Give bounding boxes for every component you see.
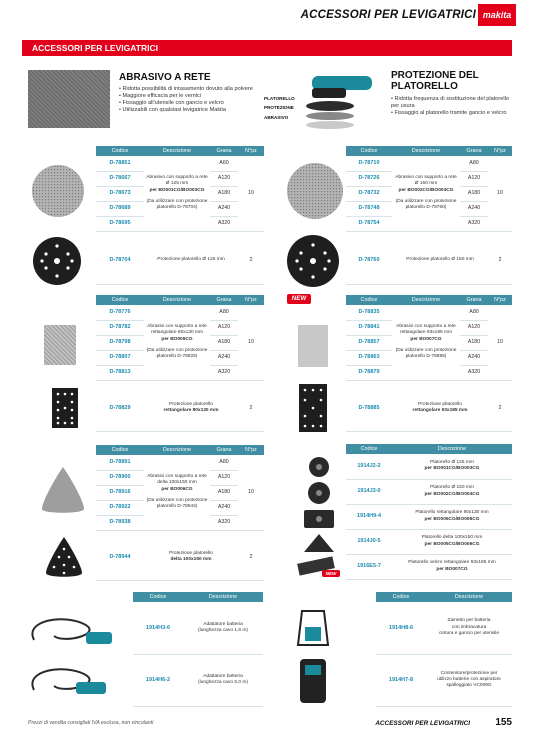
desc-line: (Da utilizzare con protezione platorello D-78829) (146, 347, 208, 360)
table-npz: 10 (488, 156, 512, 231)
table-desc (144, 385, 238, 431)
desc-line: (lunghezza cavo 1,6 m) (198, 627, 248, 633)
table-npz: 10 (238, 305, 264, 380)
abrasivo-title: ABRASIVO A RETE (119, 72, 211, 83)
table-grana: A240 (210, 500, 238, 515)
table-desc (144, 455, 210, 530)
desc-line: (lunghezza cavo 5,0 m) (198, 680, 248, 685)
table-code: 1914J2-2 (346, 454, 392, 479)
table-backpacks (376, 592, 512, 707)
table-grana: A320 (460, 216, 488, 231)
col-descrizione: Descrizione (392, 146, 460, 156)
col-grana: Grana (210, 445, 238, 455)
table-desc (392, 385, 488, 431)
makita-logo: makita (478, 4, 516, 26)
col-npz: N°pz (238, 445, 264, 455)
new-badge: NEW (287, 294, 311, 304)
table-grana: A320 (210, 365, 238, 380)
table-code: D-78695 (96, 216, 144, 231)
bullet: • Ridotta possibilità di intasamento dovuto alla polvere (119, 86, 269, 93)
label-platorello: PLATORELLO (264, 96, 295, 101)
desc-line: per BO001CG/BO003CG (149, 187, 205, 193)
table-rect-93x185 (346, 295, 512, 381)
desc-line: Protezione platorello (169, 550, 213, 556)
desc-line: (Da utilizzare con protezione platorello D-78704) (146, 198, 208, 211)
table-desc: Protezione platorello Ø 150 mm (392, 236, 488, 284)
table-grana: A240 (210, 201, 238, 216)
table-rect-80x130 (96, 295, 264, 381)
table-desc (183, 654, 263, 706)
desc-line: per BO006CG (161, 486, 193, 492)
desc-line: Protezione platorello (169, 401, 213, 407)
table-delta-protector (96, 534, 264, 581)
table-code: D-78900 (96, 470, 144, 485)
protezione-bullets (391, 96, 511, 117)
desc-line: per BO005CG (161, 336, 193, 342)
table-desc (144, 305, 210, 380)
table-code: 1914H8-6 (376, 602, 426, 654)
desc-line: Platorello delta 100x150 mm (421, 535, 483, 541)
protezione-title (391, 70, 479, 92)
table-grana: A240 (210, 350, 238, 365)
table-code: D-78829 (96, 385, 144, 431)
table-grana: A120 (210, 171, 238, 186)
table-code: 1914J3-0 (346, 479, 392, 504)
table-code: D-78667 (96, 171, 144, 186)
table-adapters (133, 592, 263, 707)
disc-150-image (285, 161, 345, 221)
desc-line: Abrasivo con supporto a rete Ø 125 mm (146, 175, 208, 187)
col-codice: Codice (346, 146, 392, 156)
table-grana: A120 (210, 470, 238, 485)
table-npz: 10 (488, 305, 512, 380)
rect-protector-80x130-image (52, 388, 78, 428)
table-grana: A240 (460, 201, 488, 216)
table-code: D-78944 (96, 534, 144, 580)
table-code: D-78748 (346, 201, 392, 216)
table-code: D-78879 (346, 365, 392, 380)
table-code: D-78938 (96, 515, 144, 530)
table-code: D-78813 (96, 365, 144, 380)
table-code: D-78798 (96, 335, 144, 350)
col-grana: Grana (210, 146, 238, 156)
table-code: D-78689 (96, 201, 144, 216)
table-grana: A180 (460, 335, 488, 350)
protezione-title-line1: PROTEZIONE DEL (391, 70, 479, 81)
disc-125-image (30, 163, 86, 219)
desc-line: per BO001CG/BO003CG (424, 466, 480, 472)
table-grana: A180 (210, 485, 238, 500)
table-disc-125 (96, 146, 264, 232)
table-desc (392, 529, 512, 554)
table-desc (392, 156, 460, 231)
table-code: 1914H3-6 (133, 602, 183, 654)
pads-images (296, 456, 342, 582)
table-code: 1914J0-5 (346, 529, 392, 554)
backpack-images (288, 605, 338, 705)
table-protector-150 (346, 236, 512, 285)
col-descrizione: Descrizione (144, 445, 210, 455)
col-codice: Codice (96, 146, 144, 156)
col-descrizione: Descrizione (392, 295, 460, 305)
table-grana: A120 (460, 320, 488, 335)
desc-line: (Da utilizzare con protezione platorello D-78885) (395, 347, 457, 360)
delta-protector-image (44, 535, 84, 579)
col-codice: Codice (96, 445, 144, 455)
desc-line: Abrasivi con supporto a rete rettangolare 93x185 mm (396, 324, 456, 336)
desc-line: Adattatore batteria (203, 673, 243, 679)
col-grana: Grana (210, 295, 238, 305)
table-code: D-78704 (96, 236, 144, 284)
desc-line: Protezione platorello (418, 401, 462, 407)
table-npz: 10 (238, 455, 264, 530)
table-grana: A320 (210, 216, 238, 231)
table-code: D-78891 (96, 455, 144, 470)
col-codice: Codice (346, 444, 392, 454)
col-codice: Codice (346, 295, 392, 305)
table-code: 1914H9-4 (346, 504, 392, 529)
desc-line: per BO007CG (410, 336, 442, 342)
table-desc (392, 454, 512, 479)
table-npz: 2 (238, 385, 264, 431)
col-codice: Codice (96, 295, 144, 305)
col-descrizione: Descrizione (392, 444, 512, 454)
footer-note: Prezzi di vendita consigliati IVA esclusa, non vincolanti (28, 720, 154, 726)
table-desc (392, 504, 512, 529)
table-desc (392, 479, 512, 504)
table-code: 1916E5-7 (346, 554, 392, 579)
table-code: D-78782 (96, 320, 144, 335)
table-code: D-78726 (346, 171, 392, 186)
header-title: ACCESSORI PER LEVIGATRICI (300, 9, 476, 21)
desc-line: Abrasivi con supporto a rete rettangolare 80x130 mm (147, 324, 207, 336)
desc-line: rettangolare 93x185 mm (412, 407, 468, 413)
table-code: 1914H6-2 (133, 654, 183, 706)
desc-line: per BO007CG (436, 566, 468, 572)
col-npz: N°pz (238, 295, 264, 305)
desc-line: per BO002CG/BO004CG (398, 187, 454, 193)
rect-protector-93x185-image (299, 384, 327, 432)
table-npz: 10 (238, 156, 264, 231)
table-grana: A80 (210, 305, 238, 320)
table-grana: A320 (210, 515, 238, 530)
desc-line: Platorello Ø 150 mm (430, 485, 474, 491)
table-desc: Protezione platorello Ø 125 mm (144, 236, 238, 284)
col-grana: Grana (460, 295, 488, 305)
table-delta-100x150 (96, 445, 264, 531)
table-desc (392, 305, 460, 380)
table-protector-125 (96, 236, 264, 285)
table-desc (392, 554, 512, 579)
table-code: D-78857 (346, 335, 392, 350)
section-title: ACCESSORI PER LEVIGATRICI (32, 43, 158, 53)
table-code: D-78673 (96, 186, 144, 201)
mesh-sample-image (28, 70, 110, 128)
table-code: D-78760 (346, 236, 392, 284)
battery-adapter-images (24, 610, 124, 702)
pad-protector-150-image (286, 234, 340, 288)
rect-80x130-image (44, 325, 76, 365)
table-rect-protector-80x130 (96, 385, 264, 432)
table-grana: A180 (210, 335, 238, 350)
table-code: 1914H7-8 (376, 654, 426, 706)
section-bar (22, 40, 512, 56)
table-code: D-78732 (346, 186, 392, 201)
desc-line: utilizzo batterie con aspiratore (437, 676, 501, 682)
table-code: D-78710 (346, 156, 392, 171)
bullet: • Ridotta frequenza di sostituzione del platorello per usura (391, 96, 511, 110)
table-code: D-78916 (96, 485, 144, 500)
desc-line: per BO005CG/BO006CG (424, 516, 480, 522)
table-grana: A320 (460, 365, 488, 380)
table-code: D-78807 (96, 350, 144, 365)
desc-line: delta 100x150 mm (170, 556, 212, 562)
table-code: D-78776 (96, 305, 144, 320)
desc-line: Adattatore batteria (203, 621, 243, 627)
desc-line: Platorello velcro rettangolare 93x185 mm (408, 560, 496, 566)
table-npz: 2 (238, 236, 264, 284)
pad-protector-125-image (32, 236, 82, 286)
table-desc (144, 156, 210, 231)
table-platorelli (346, 444, 512, 580)
col-codice: Codice (376, 592, 426, 602)
label-abrasivo: ABRASIVO (264, 115, 289, 120)
table-desc (426, 602, 512, 654)
desc-line: spalleggiato VC009G (446, 683, 492, 689)
desc-line: Abrasivi con supporto a rete delta 100x150 mm (147, 474, 207, 486)
table-npz: 2 (488, 236, 512, 284)
desc-line: (Da utilizzare con protezione platorello D-78944) (146, 497, 208, 510)
table-code: D-78922 (96, 500, 144, 515)
desc-line: per BO005CG/BO006CG (424, 541, 480, 547)
sander-exploded-image (262, 68, 388, 136)
col-npz: N°pz (488, 146, 512, 156)
table-code: D-78885 (346, 385, 392, 431)
new-badge-small: NEW (322, 570, 340, 577)
col-descrizione: Descrizione (426, 592, 512, 602)
table-rect-protector-93x185 (346, 385, 512, 432)
desc-line: rettangolare 80x130 mm (163, 407, 219, 413)
table-grana: A120 (460, 171, 488, 186)
table-grana: A80 (460, 305, 488, 320)
table-grana: A240 (460, 350, 488, 365)
table-grana: A80 (460, 156, 488, 171)
table-npz: 2 (238, 534, 264, 580)
table-grana: A180 (210, 186, 238, 201)
table-code: D-78835 (346, 305, 392, 320)
col-npz: N°pz (488, 295, 512, 305)
page-number: 155 (495, 717, 512, 728)
col-npz: N°pz (238, 146, 264, 156)
table-disc-150 (346, 146, 512, 232)
desc-line: Contenitore/protezione per (440, 670, 498, 676)
desc-line: Zainetto per batteria (447, 618, 491, 624)
desc-line: cintura e gancio per utensile (439, 630, 499, 636)
table-desc (426, 654, 512, 706)
table-desc (144, 534, 238, 580)
desc-line: Platorello Ø 125 mm (430, 460, 474, 466)
table-grana: A60 (210, 156, 238, 171)
col-grana: Grana (460, 146, 488, 156)
delta-100x150-image (40, 465, 86, 515)
desc-line: per BO002CG/BO004CG (424, 491, 480, 497)
bullet: • Utilizzabili con qualsiasi levigatrice Makita (119, 107, 269, 114)
table-grana: A120 (210, 320, 238, 335)
table-code: D-78754 (346, 216, 392, 231)
label-protezione: PROTEZIONE (264, 105, 294, 110)
bullet: • Maggiore efficacia per le vernici (119, 93, 269, 100)
table-npz: 2 (488, 385, 512, 431)
desc-line: con imbracatura (451, 624, 487, 630)
table-desc (183, 602, 263, 654)
desc-line: (Da utilizzare con protezione platorello D-78760) (395, 198, 457, 211)
desc-line: Platorello rettangolare 80x130 mm (415, 510, 489, 516)
desc-line: Abrasivo con supporto a rete Ø 150 mm (395, 175, 457, 187)
protezione-title-line2: PLATORELLO (391, 81, 458, 92)
rect-93x185-image (298, 325, 328, 367)
bullet: • Fissaggio all'utensile con gancio e velcro (119, 100, 269, 107)
footer-section: ACCESSORI PER LEVIGATRICI (375, 720, 470, 727)
col-descrizione: Descrizione (183, 592, 263, 602)
table-code: D-78841 (346, 320, 392, 335)
table-code: D-78851 (96, 156, 144, 171)
table-grana: A180 (460, 186, 488, 201)
table-grana: A80 (210, 455, 238, 470)
col-descrizione: Descrizione (144, 146, 210, 156)
col-codice: Codice (133, 592, 183, 602)
col-descrizione: Descrizione (144, 295, 210, 305)
bullet: • Fissaggio al platorello tramite gancio e velcro (391, 110, 511, 117)
abrasivo-bullets (119, 86, 269, 114)
table-code: D-78863 (346, 350, 392, 365)
